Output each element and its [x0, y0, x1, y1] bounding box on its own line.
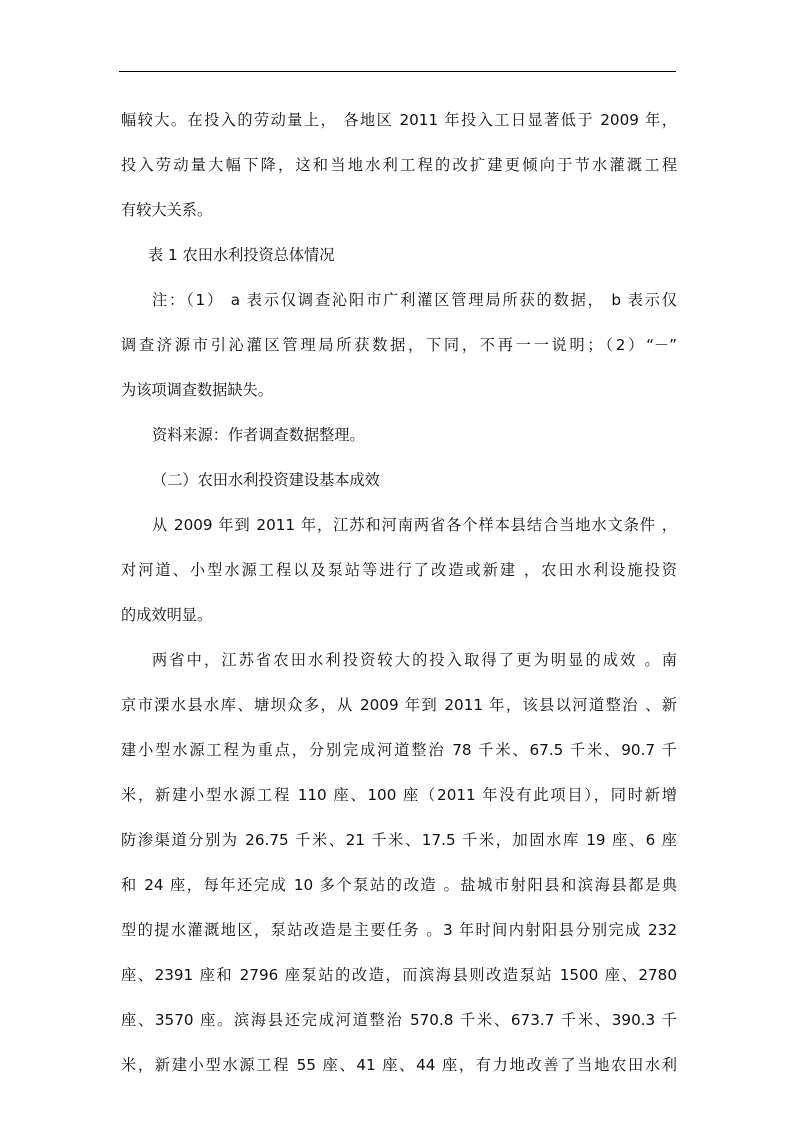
note-line-3: 为该项调查数据缺失。: [121, 381, 273, 399]
paragraph-line-1: 幅较大。在投入的劳动量上， 各地区 2011 年投入工日显著低于 2009 年，: [121, 111, 677, 129]
paragraph-3-line-4: 米，新建小型水源工程 110 座、100 座（2011 年没有此项目），同时新增: [121, 786, 677, 804]
paragraph-2-line-1: 从 2009 年到 2011 年，江苏和河南两省各个样本县结合当地水文条件 ，: [152, 516, 677, 534]
source-note: 资料来源：作者调查数据整理。: [152, 426, 365, 444]
paragraph-3-line-3: 建小型水源工程为重点，分别完成河道整治 78 千米、67.5 千米、90.7 千: [121, 741, 677, 759]
paragraph-3-line-10: 米，新建小型水源工程 55 座、41 座、44 座，有力地改善了当地农田水利: [121, 1056, 677, 1074]
paragraph-3-line-7: 型的提水灌溉地区，泵站改造是主要任务 。3 年时间内射阳县分别完成 232: [121, 921, 677, 939]
paragraph-3-line-5: 防渗渠道分别为 26.75 千米、21 千米、17.5 千米，加固水库 19 座、6 座: [121, 831, 677, 849]
paragraph-2-line-3: 的成效明显。: [121, 606, 213, 624]
paragraph-3-line-8: 座、2391 座和 2796 座泵站的改造，而滨海县则改造泵站 1500 座、2780: [121, 966, 677, 984]
paragraph-3-line-9: 座、3570 座。滨海县还完成河道整治 570.8 千米、673.7 千米、390.3 千: [121, 1011, 677, 1029]
section-heading: （二）农田水利投资建设基本成效: [152, 471, 380, 489]
paragraph-3-line-6: 和 24 座，每年还完成 10 多个泵站的改造 。盐城市射阳县和滨海县都是典: [121, 876, 677, 894]
paragraph-2-line-2: 对河道、小型水源工程以及泵站等进行了改造或新建 ，农田水利设施投资: [121, 561, 677, 579]
note-line-2: 调查济源市引沁灌区管理局所获数据，下同，不再一一说明；（2）“－”: [121, 336, 677, 354]
document-body: [121, 98, 677, 1088]
paragraph-line-2: 投入劳动量大幅下降，这和当地水利工程的改扩建更倾向于节水灌溉工程: [121, 156, 677, 174]
header-rule: [119, 71, 676, 72]
paragraph-line-3: 有较大关系。: [121, 201, 213, 219]
paragraph-3-line-1: 两省中，江苏省农田水利投资较大的投入取得了更为明显的成效 。南: [152, 651, 677, 669]
paragraph-3-line-2: 京市溧水县水库、塘坝众多，从 2009 年到 2011 年，该县以河道整治 、新: [121, 696, 677, 714]
table-caption: 表 1 农田水利投资总体情况: [148, 246, 335, 264]
note-line-1: 注：（1） a 表示仅调查沁阳市广利灌区管理局所获的数据， b 表示仅: [152, 291, 677, 309]
